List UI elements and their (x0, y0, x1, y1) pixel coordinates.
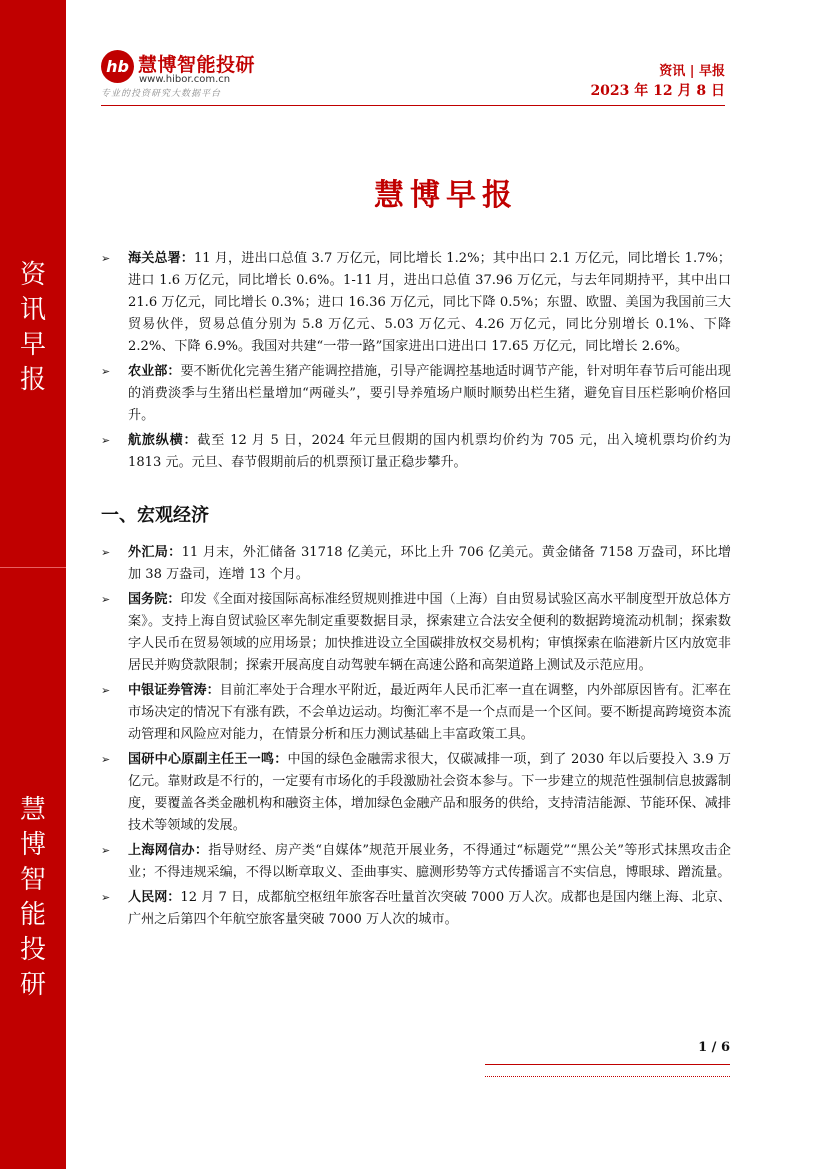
footer-rule (485, 1064, 730, 1065)
item-source: 农业部： (128, 364, 181, 379)
sidebar-top-text (0, 258, 66, 398)
page-title: 慧博早报 (374, 178, 518, 213)
sidebar-char: 讯 (19, 295, 46, 325)
arrow-bullet-icon: ➢ (101, 891, 111, 904)
item-source: 国研中心原副主任王一鸣： (128, 752, 288, 767)
macro-list (101, 542, 731, 931)
arrow-bullet-icon: ➢ (101, 684, 111, 697)
item-text: 11 月末，外汇储备 31718 亿美元，环比上升 706 亿美元。黄金储备 7158 万盎司，环比增加 38 万盎司，连增 13 个月。 (128, 545, 732, 582)
sidebar-char: 智 (19, 865, 46, 895)
list-item (101, 887, 731, 931)
logo-slogan: 专业的投资研究大数据平台 (101, 89, 222, 99)
section-heading: 一、宏观经济 (101, 505, 209, 526)
sidebar-char: 博 (19, 830, 46, 860)
header-divider (101, 105, 725, 106)
item-text: 印发《全面对接国际高标准经贸规则推进中国（上海）自由贸易试验区高水平制度型开放总体方案》。支持上海自贸试验区率先制定重要数据目录，探索建立合法安全便利的数据跨境流动机制；探索数字人民币在贸易领域的应用场景；加快推进设立全国碳排放权交易机构；审慎探索在临港新片区内放宽非居民并购贷款限制；探索开展高度自动驾驶车辆在高速公路和高架道路上测试及示范应用。 (128, 592, 731, 673)
sidebar-bottom-text (0, 793, 66, 1003)
footer-dotted-rule (485, 1076, 730, 1077)
item-source: 海关总署： (128, 251, 194, 266)
report-category: 资讯 | 早报 (659, 64, 725, 79)
sidebar-char: 资 (19, 260, 46, 290)
sidebar (0, 0, 66, 1169)
arrow-bullet-icon: ➢ (101, 844, 111, 857)
list-item (101, 248, 731, 358)
arrow-bullet-icon: ➢ (101, 434, 111, 447)
item-text: 11 月，进出口总值 3.7 万亿元，同比增长 1.2%；其中出口 2.1 万亿元，同比增长 1.7%；进口 1.6 万亿元，同比增长 0.6%。1-11 月，进出口总值 37.96 万亿元，与去年同期持平，其中出口 21.6 万亿元，同比增长 0.3%；进口 16.36 万亿元，同比下降 0.5%；东盟、欧盟、美国为我国前三大贸易伙伴，贸易总值分别为 5.8 万亿元、5.03 万亿元、4.26 万亿元，同比分别增长 0.1%、下降 2.2%、下降 6.9%。我国对共建“一带一路”国家进出口进出口 17.65 万亿元，同比增长 2.6%。 (128, 251, 731, 354)
list-item (101, 749, 731, 837)
sidebar-char: 研 (19, 970, 46, 1000)
list-item (101, 430, 731, 474)
arrow-bullet-icon: ➢ (101, 593, 111, 606)
logo-url: www.hibor.com.cn (139, 74, 231, 85)
sidebar-divider (0, 567, 66, 568)
sidebar-char: 能 (19, 900, 46, 930)
report-body (101, 248, 731, 934)
sidebar-char: 报 (19, 365, 46, 395)
sidebar-char: 早 (19, 330, 46, 360)
item-text: 截至 12 月 5 日，2024 年元旦假期的国内机票均价约为 705 元，出入境机票均价约为 1813 元。元旦、春节假期前后的机票预订量正稳步攀升。 (128, 433, 731, 470)
list-item (101, 680, 731, 746)
logo-name: 慧博智能投研 (138, 54, 256, 76)
item-text: 中国的绿色金融需求很大，仅碳减排一项，到了 2030 年以后要投入 3.9 万亿元。靠财政是不行的，一定要有市场化的手段激励社会资本参与。下一步建立的规范性强制信息披露制度，要覆盖各类金融机构和融资主体，增加绿色金融产品和服务的供给，支持清洁能源、节能环保、减排技术等领域的发展。 (128, 752, 731, 833)
arrow-bullet-icon: ➢ (101, 546, 111, 559)
list-item (101, 589, 731, 677)
page-number: 1 / 6 (698, 1040, 730, 1055)
intro-list (101, 248, 731, 474)
list-item (101, 542, 731, 586)
list-item (101, 840, 731, 884)
logo-icon: hb (101, 50, 134, 83)
item-source: 外汇局： (128, 545, 182, 560)
report-date: 2023 年 12 月 8 日 (590, 83, 725, 99)
arrow-bullet-icon: ➢ (101, 252, 111, 265)
item-source: 中银证券管涛： (128, 683, 220, 698)
item-source: 国务院： (128, 592, 181, 607)
list-item (101, 361, 731, 427)
arrow-bullet-icon: ➢ (101, 365, 111, 378)
sidebar-char: 投 (19, 935, 46, 965)
sidebar-char: 慧 (19, 795, 46, 825)
item-text: 指导财经、房产类“自媒体”规范开展业务，不得通过“标题党”“黑公关”等形式抹黑攻击企业；不得违规采编，不得以断章取义、歪曲事实、臆测形势等方式传播谣言不实信息，博眼球、蹭流量。 (128, 843, 731, 880)
arrow-bullet-icon: ➢ (101, 753, 111, 766)
item-text: 12 月 7 日，成都航空枢纽年旅客吞吐量首次突破 7000 万人次。成都也是国内继上海、北京、广州之后第四个年航空旅客量突破 7000 万人次的城市。 (128, 890, 732, 927)
item-source: 上海网信办： (128, 843, 209, 858)
item-text: 要不断优化完善生猪产能调控措施，引导产能调控基地适时调节产能，针对明年春节后可能出现的消费淡季与生猪出栏量增加“两碰头”，要引导养殖场户顺时顺势出栏生猪，避免盲目压栏影响价格回升。 (128, 364, 731, 423)
item-source: 航旅纵横： (128, 433, 198, 448)
brand-logo[interactable] (101, 50, 301, 98)
item-text: 目前汇率处于合理水平附近，最近两年人民币汇率一直在调整，内外部原因皆有。汇率在市场决定的情况下有涨有跌，不会单边运动。均衡汇率不是一个点而是一个区间。要不断提高跨境资本流动管理和风险应对能力，在情景分析和压力测试基础上丰富政策工具。 (128, 683, 732, 742)
item-source: 人民网： (128, 890, 181, 905)
